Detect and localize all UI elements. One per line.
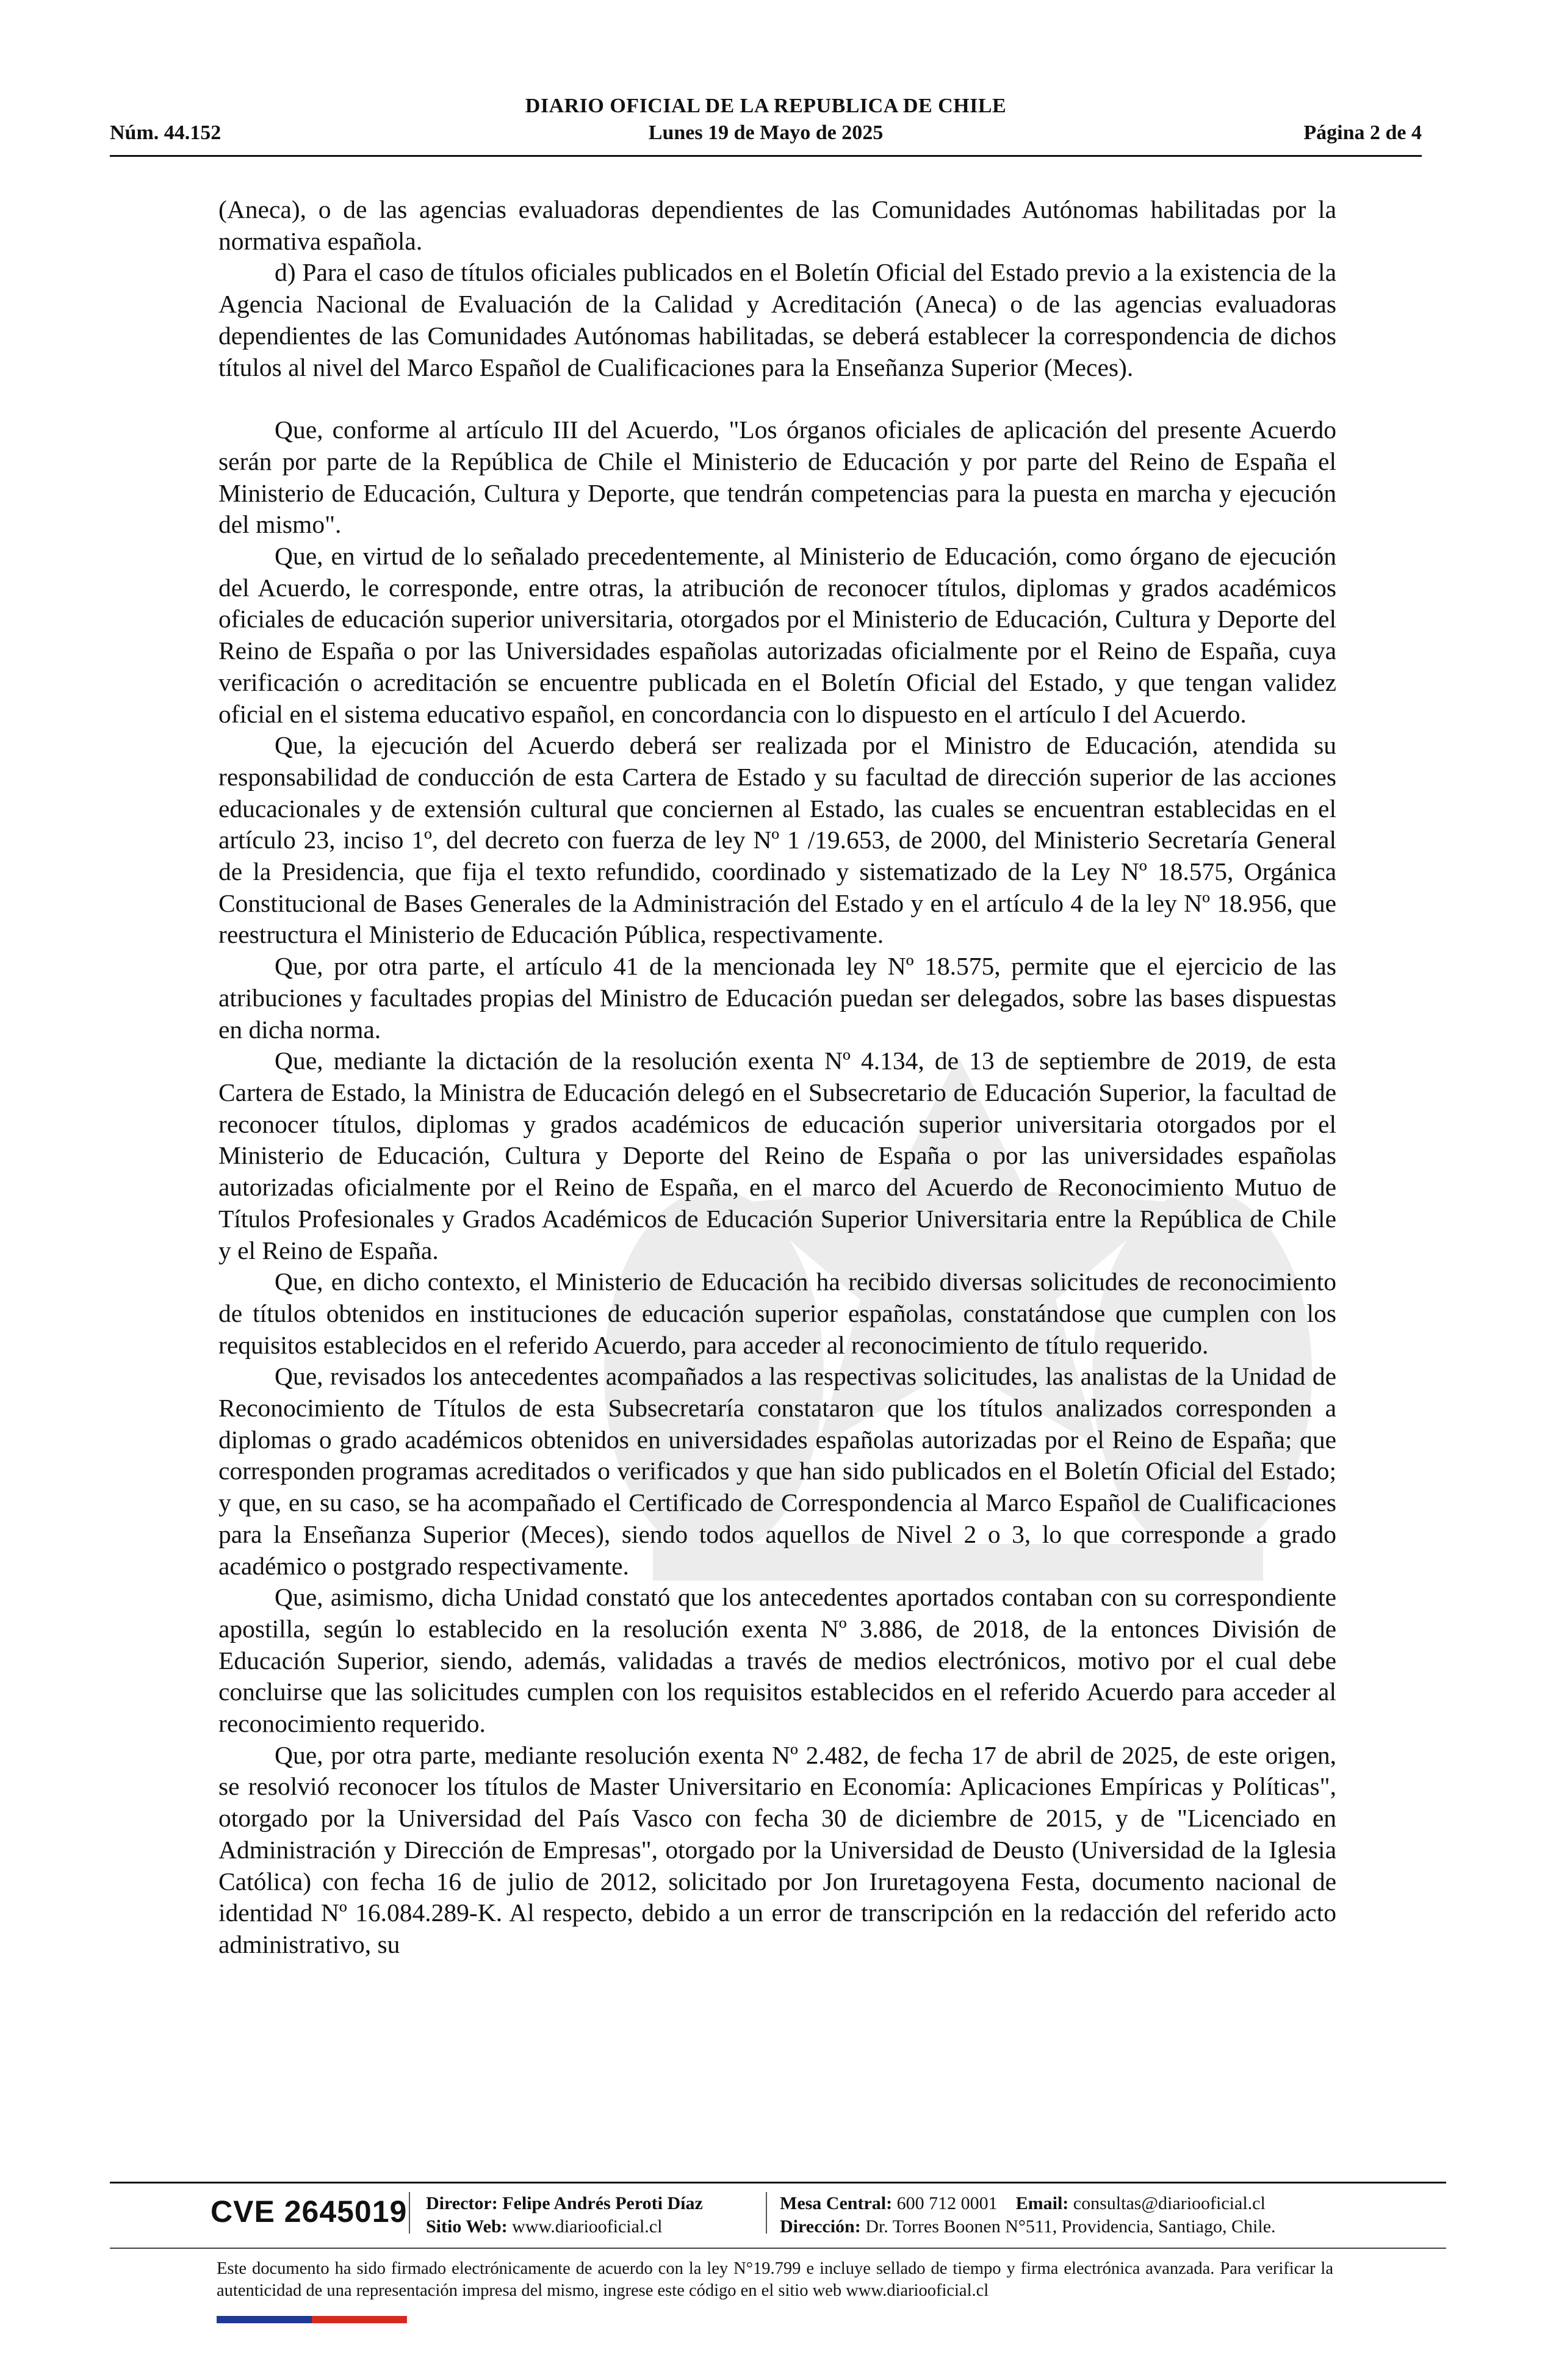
paragraph: d) Para el caso de títulos oficiales publicados en el Boletín Oficial del Estado previo a la existencia de la Agencia Nacional de Evaluación de la Calidad y Acreditación (Aneca) o de las agencias evaluadoras dependientes de las Comunidades Autónomas habilitadas, se deberá establecer la correspondencia de dichos títulos al nivel del Marco Español de Cualificaciones para la Enseñanza Superior (Meces). xyxy=(218,258,1336,381)
flag-blue-segment xyxy=(217,2316,312,2323)
flag-red-segment xyxy=(312,2316,407,2323)
address-text: Dr. Torres Boonen N°511, Providencia, Santiago, Chile. xyxy=(865,2216,1276,2237)
email-link[interactable]: consultas@diariooficial.cl xyxy=(1073,2193,1266,2213)
paragraph: Que, conforme al artículo III del Acuerdo, "Los órganos oficiales de aplicación del presente Acuerdo serán por parte de la República de Chile el Ministerio de Educación y por parte del Reino de España el Ministerio de Educación, Cultura y Deporte, que tendrán competencias para la puesta en marcha y ejecución del mismo". xyxy=(218,416,1336,539)
paragraph: Que, la ejecución del Acuerdo deberá ser realizada por el Ministro de Educación, atendida su responsabilidad de conducción de esta Cartera de Estado y su facultad de dirección superior de las acciones educacionales y de extensión cultural que conciernen al Estado, las cuales se encuentran establecidas en el artículo 23, inciso 1º, del decreto con fuerza de ley Nº 1 /19.653, de 2000, del Ministerio Secretaría General de la Presidencia, que fija el texto refundido, coordinado y sistematizado de la Ley Nº 18.575, Orgánica Constitucional de Bases Generales de la Administración del Estado y en el artículo 4 de la ley Nº 18.956, que reestructura el Ministerio de Educación Pública, respectivamente. xyxy=(218,731,1336,949)
footer-separator xyxy=(766,2192,767,2234)
paragraph: Que, en dicho contexto, el Ministerio de Educación ha recibido diversas solicitudes de reconocimiento de títulos obtenidos en instituciones de educación superior españolas, constatándose que cumplen con los requisitos establecidos en el referido Acuerdo, para acceder al reconocimiento de título requerido. xyxy=(218,1268,1336,1359)
phone-number: 600 712 0001 xyxy=(896,2193,998,2213)
phone-label: Mesa Central: xyxy=(780,2193,893,2213)
page-header xyxy=(110,95,1422,156)
paragraph: Que, mediante la dictación de la resolución exenta Nº 4.134, de 13 de septiembre de 2019, de esta Cartera de Estado, la Ministra de Educación delegó en el Subsecretario de Educación Superior, la facultad de reconocer títulos, diplomas y grados académicos de educación superior universitaria otorgados por el Ministerio de Educación, Cultura y Deporte del Reino de España o por las universidades españolas autorizadas oficialmente por el Reino de España, en el marco del Acuerdo de Reconocimiento Mutuo de Títulos Profesionales y Grados Académicos de Educación Superior Universitaria entre la República de Chile y el Reino de España. xyxy=(218,1047,1336,1264)
signature-notice: Este documento ha sido firmado electrónicamente de acuerdo con la ley N°19.799 e incluye sellado de tiempo y firma electrónica avanzada. Para verificar la autenticidad de una representación impresa del mismo, ingrese este código en el sitio web www.diariooficial.cl xyxy=(217,2259,1333,2300)
header-divider xyxy=(110,155,1422,157)
address-label: Dirección: xyxy=(780,2216,861,2237)
paragraph: (Aneca), o de las agencias evaluadoras dependientes de las Comunidades Autónomas habilitadas por la normativa española. xyxy=(218,195,1336,255)
document-body xyxy=(218,194,1336,1961)
issue-date: Lunes 19 de Mayo de 2025 xyxy=(648,121,884,144)
paragraph: Que, en virtud de lo señalado precedentemente, al Ministerio de Educación, como órgano de ejecución del Acuerdo, le corresponde, entre otras, la atribución de reconocer títulos, diplomas y grados académicos oficiales de educación superior universitaria, otorgados por el Ministerio de Educación, Cultura y Deporte del Reino de España o por las Universidades españolas autorizadas oficialmente por el Reino de España, cuya verificación o acreditación se encuentre publicada en el Boletín Oficial del Estado, y que tengan validez oficial en el sistema educativo español, en concordancia con lo dispuesto en el artículo I del Acuerdo. xyxy=(218,542,1336,728)
website-link[interactable]: www.diariooficial.cl xyxy=(512,2216,663,2237)
director-label: Director: xyxy=(426,2193,498,2213)
footer-contact-block xyxy=(780,2192,1276,2238)
footer-director-block xyxy=(426,2192,703,2238)
newspaper-title: DIARIO OFICIAL DE LA REPUBLICA DE CHILE xyxy=(525,95,1007,117)
paragraph: Que, asimismo, dicha Unidad constató que los antecedentes aportados contaban con su correspondiente apostilla, según lo establecido en la resolución exenta Nº 3.886, de 2018, de la entonces División de Educación Superior, siendo, además, validadas a través de medios electrónicos, motivo por el cual debe concluirse que las solicitudes cumplen con los requisitos establecidos en el referido Acuerdo para acceder al reconocimiento requerido. xyxy=(218,1583,1336,1738)
paragraph: Que, revisados los antecedentes acompañados a las respectivas solicitudes, las analistas de la Unidad de Reconocimiento de Títulos de esta Subsecretaría constataron que los títulos analizados corresponden a diplomas o grado académicos obtenidos en universidades españolas autorizadas por el Reino de España; que corresponden programas acreditados o verificados y que han sido publicados en el Boletín Oficial del Estado; y que, en su caso, se ha acompañado el Certificado de Correspondencia al Marco Español de Cualificaciones para la Enseñanza Superior (Meces), siendo todos aquellos de Nivel 2 o 3, lo que corresponde a grado académico o postgrado respectivamente. xyxy=(218,1362,1336,1580)
page-number: Página 2 de 4 xyxy=(1303,121,1422,144)
footer-divider xyxy=(110,2248,1446,2249)
paragraph: Que, por otra parte, el artículo 41 de la mencionada ley Nº 18.575, permite que el ejercicio de las atribuciones y facultades propias del Ministro de Educación puedan ser delegados, sobre las bases dispuestas en dicha norma. xyxy=(218,952,1336,1044)
director-name: Felipe Andrés Peroti Díaz xyxy=(502,2193,703,2213)
issue-number: Núm. 44.152 xyxy=(110,121,222,144)
footer-separator xyxy=(409,2192,410,2234)
website-label: Sitio Web: xyxy=(426,2216,508,2237)
cve-code: CVE 2645019 xyxy=(211,2194,408,2229)
flag-stripe xyxy=(217,2316,407,2323)
email-label: Email: xyxy=(1015,2193,1069,2213)
paragraph: Que, por otra parte, mediante resolución exenta Nº 2.482, de fecha 17 de abril de 2025, de este origen, se resolvió reconocer los títulos de Master Universitario en Economía: Aplicaciones Empíricas y Políticas", otorgado por la Universidad del País Vasco con fecha 30 de diciembre de 2015, y de "Licenciado en Administración y Dirección de Empresas", otorgado por la Universidad de Deusto (Universidad de la Iglesia Católica) con fecha 16 de julio de 2012, solicitado por Jon Iruretagoyena Festa, documento nacional de identidad Nº 16.084.289-K. Al respecto, debido a un error de transcripción en la redacción del referido acto administrativo, su xyxy=(218,1740,1336,1958)
footer-divider xyxy=(110,2182,1446,2183)
